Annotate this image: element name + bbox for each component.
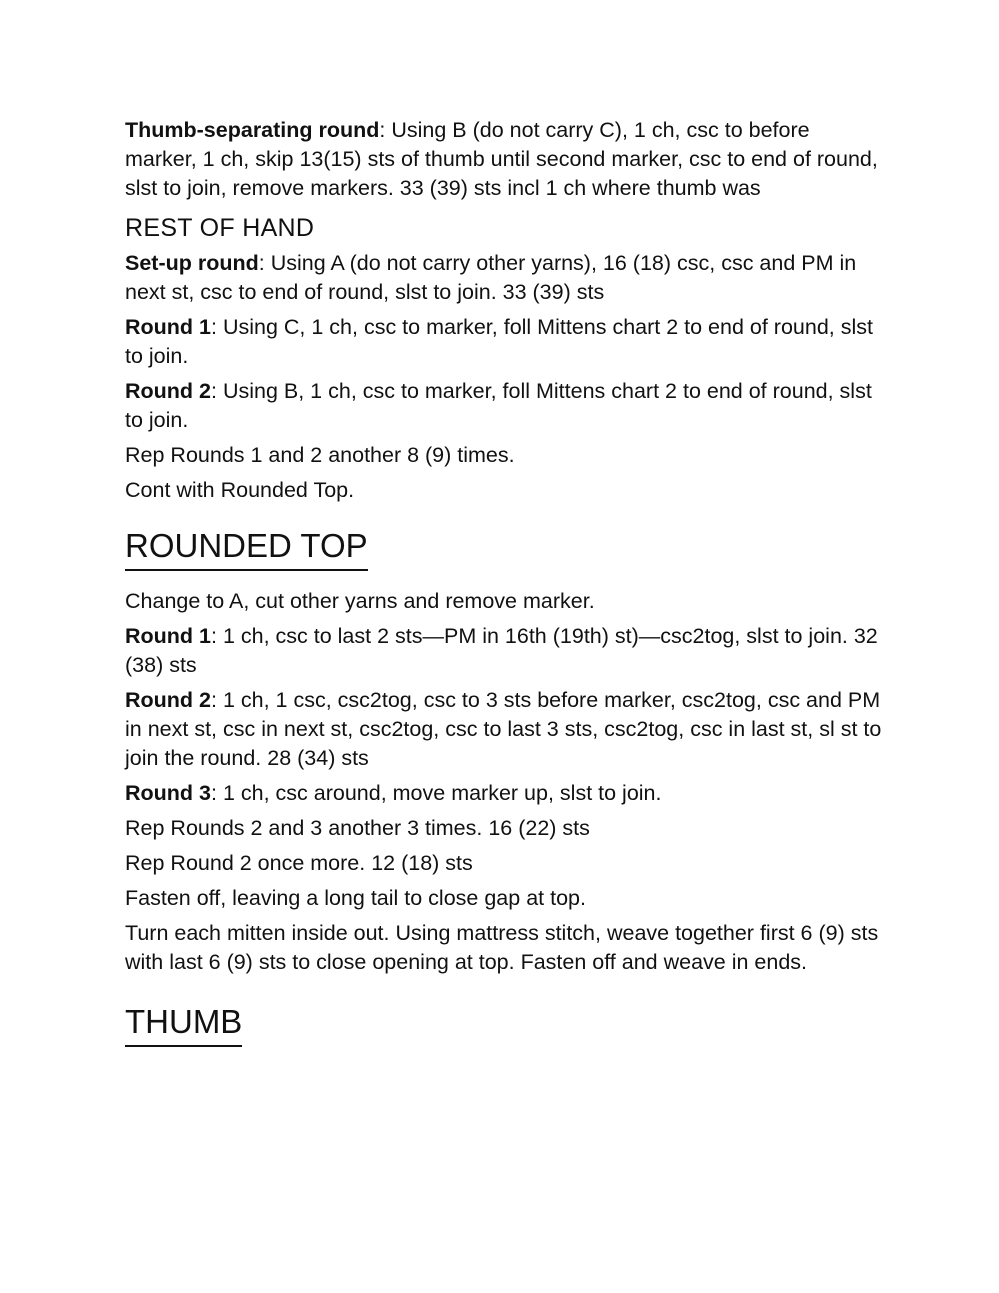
- top-round-2: [125, 686, 885, 773]
- rounded-top-section-header: [125, 527, 885, 571]
- hand-round-2: [125, 377, 885, 435]
- setup-round-text: : Using A (do not carry other yarns), 16 (18) csc, csc and PM in next st, csc to end of round, slst to join. 33 (39) sts: [125, 251, 857, 304]
- thumb-separating-round-text: : Using B (do not carry C), 1 ch, csc to before marker, 1 ch, skip 13(15) sts of thumb until second marker, csc to end of round, slst to join, remove markers. 33 (39) sts incl 1 ch where thumb was: [125, 118, 878, 200]
- rest-of-hand-heading: REST OF HAND: [125, 214, 315, 242]
- repeat-round-2: Rep Round 2 once more. 12 (18) sts: [125, 851, 473, 875]
- hand-repeat-instruction: Rep Rounds 1 and 2 another 8 (9) times.: [125, 443, 515, 467]
- fasten-off-instruction: Fasten off, leaving a long tail to close gap at top.: [125, 886, 586, 910]
- setup-round-label: Set-up round: [125, 251, 259, 275]
- thumb-heading: THUMB: [125, 1003, 242, 1047]
- hand-round-2-label: Round 2: [125, 379, 211, 403]
- top-round-3: [125, 779, 885, 808]
- top-round-3-label: Round 3: [125, 781, 211, 805]
- top-round-1-text: : 1 ch, csc to last 2 sts—PM in 16th (19th) st)—csc2tog, slst to join. 32 (38) sts: [125, 624, 878, 677]
- thumb-section-header: [125, 1003, 885, 1047]
- top-round-2-label: Round 2: [125, 688, 211, 712]
- repeat-rounds-2-3: Rep Rounds 2 and 3 another 3 times. 16 (22) sts: [125, 816, 590, 840]
- thumb-separating-round: [125, 116, 885, 203]
- top-round-2-text: : 1 ch, 1 csc, csc2tog, csc to 3 sts before marker, csc2tog, csc and PM in next st, csc in next st, csc2tog, csc to last 3 sts, csc2tog, csc in last st, sl st to join the round. 28 (34) sts: [125, 688, 882, 770]
- top-round-1-label: Round 1: [125, 624, 211, 648]
- top-round-3-text: : 1 ch, csc around, move marker up, slst to join.: [211, 781, 662, 805]
- hand-round-1-text: : Using C, 1 ch, csc to marker, foll Mittens chart 2 to end of round, slst to join.: [125, 315, 873, 368]
- pattern-page: [125, 116, 885, 1063]
- thumb-separating-round-label: Thumb-separating round: [125, 118, 380, 142]
- rounded-top-heading: ROUNDED TOP: [125, 527, 368, 571]
- hand-round-1-label: Round 1: [125, 315, 211, 339]
- continue-instruction: Cont with Rounded Top.: [125, 478, 355, 502]
- hand-round-2-text: : Using B, 1 ch, csc to marker, foll Mittens chart 2 to end of round, slst to join.: [125, 379, 872, 432]
- setup-round: [125, 249, 885, 307]
- finishing-instruction: Turn each mitten inside out. Using mattress stitch, weave together first 6 (9) sts with last 6 (9) sts to close opening at top. Fasten off and weave in ends.: [125, 921, 879, 974]
- change-yarn-instruction: Change to A, cut other yarns and remove marker.: [125, 589, 595, 613]
- hand-round-1: [125, 313, 885, 371]
- top-round-1: [125, 622, 885, 680]
